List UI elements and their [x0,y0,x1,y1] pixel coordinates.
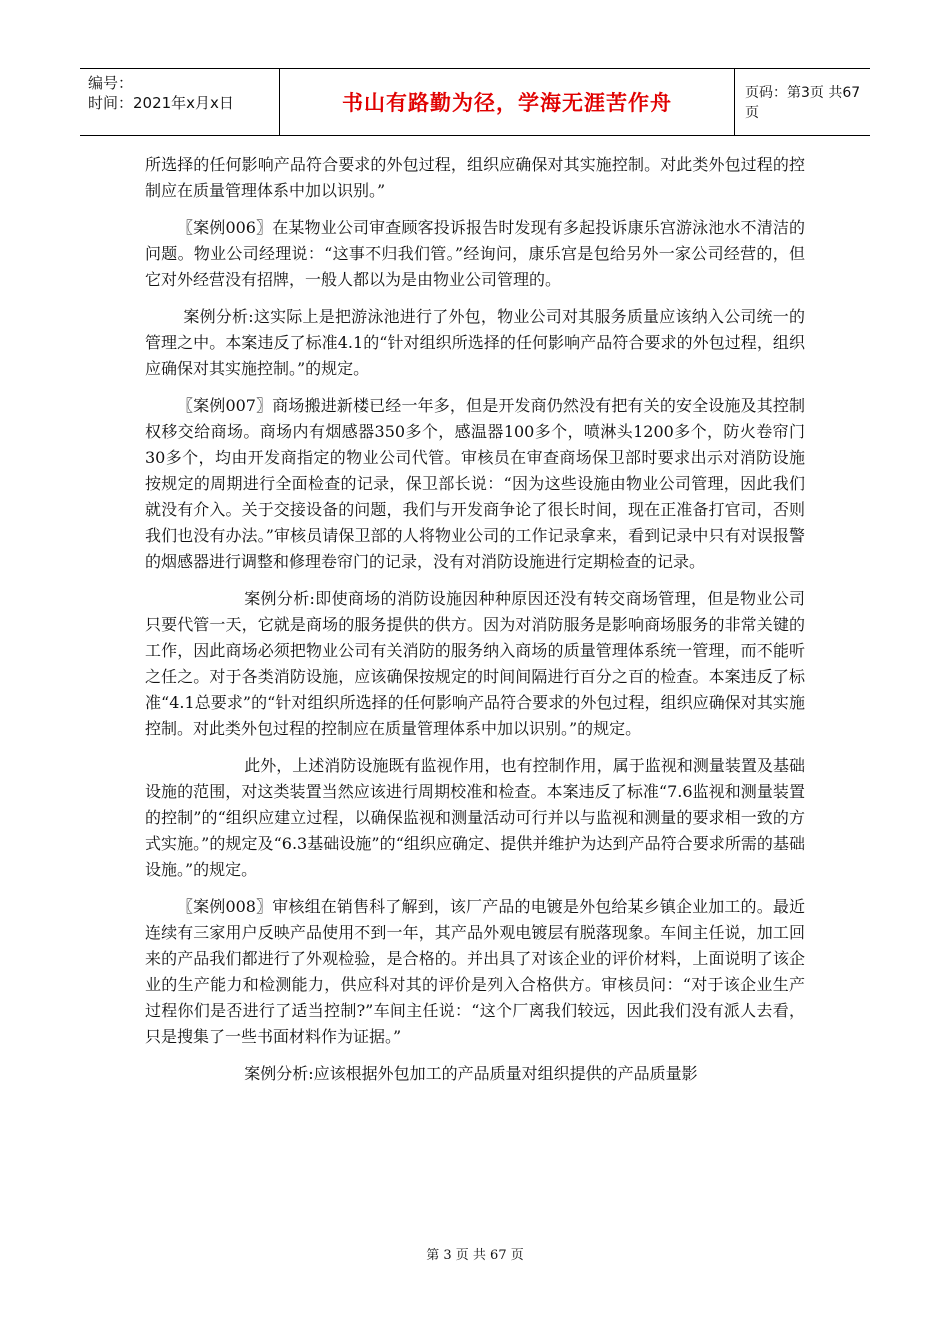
page-number-label: 页码：第3页 共67页 [745,85,861,121]
header-motto-cell [280,69,735,135]
motto-text: 书山有路勤为径，学海无涯苦作舟 [342,91,672,115]
paragraph: 此外，上述消防设施既有监视作用，也有控制作用，属于监视和测量装置及基础设施的范围，对这类装置当然应该进行周期校准和检查。本案违反了标准“7.6监视和测量装置的控制”的“组织应建立过程，以确保监视和测量活动可行并以与监视和测量的要求相一致的方式实施。”的规定及“6.3基础设施”的“组织应确定、提供并维护为达到产品符合要求所需的基础设施。”的规定。 [145,756,805,879]
paragraph: 〖案例008〗审核组在销售科了解到，该厂产品的电镀是外包给某乡镇企业加工的。最近连续有三家用户反映产品使用不到一年，其产品外观电镀层有脱落现象。车间主任说，加工回来的产品我们都进行了外观检验，是合格的。并出具了对该企业的评价材料，上面说明了该企业的生产能力和检测能力，供应科对其的评价是列入合格供方。审核员问：“对于该企业生产过程你们是否进行了适当控制?”车间主任说：“这个厂离我们较远，因此我们没有派人去看，只是搜集了一些书面材料作为证据。” [145,897,805,1046]
document-body [145,152,805,1098]
paragraph: 案例分析:这实际上是把游泳池进行了外包，物业公司对其服务质量应该纳入公司统一的管理之中。本案违反了标准4.1的“针对组织所选择的任何影响产品符合要求的外包过程，组织应确保对其实施控制。”的规定。 [145,307,805,378]
header-page-cell [735,69,870,135]
header-meta [80,69,280,135]
page-header [80,68,870,136]
code-label: 编号： [88,74,134,92]
paragraph: 所选择的任何影响产品符合要求的外包过程，组织应确保对其实施控制。对此类外包过程的控制应在质量管理体系中加以识别。” [145,155,805,200]
paragraph: 案例分析:即使商场的消防设施因种种原因还没有转交商场管理，但是物业公司只要代管一天，它就是商场的服务提供的供方。因为对消防服务是影响商场服务的非常关键的工作，因此商场必须把物业公司有关消防的服务纳入商场的质量管理体系统一管理，而不能听之任之。对于各类消防设施，应该确保按规定的时间间隔进行百分之百的检查。本案违反了标准“4.1总要求”的“针对组织所选择的任何影响产品符合要求的外包过程，组织应确保对其实施控制。对此类外包过程的控制应在质量管理体系中加以识别。”的规定。 [145,589,805,738]
paragraph: 案例分析:应该根据外包加工的产品质量对组织提供的产品质量影 [244,1064,698,1083]
paragraph: 〖案例007〗商场搬进新楼已经一年多，但是开发商仍然没有把有关的安全设施及其控制权移交给商场。商场内有烟感器350多个，感温器100多个，喷淋头1200多个，防火卷帘门30多个，均由开发商指定的物业公司代管。审核员在审查商场保卫部时要求出示对消防设施按规定的周期进行全面检查的记录，保卫部长说：“因为这些设施由物业公司管理，因此我们就没有介入。关于交接设备的问题，我们与开发商争论了很长时间，现在正准备打官司，否则我们也没有办法。”审核员请保卫部的人将物业公司的工作记录拿来，看到记录中只有对误报警的烟感器进行调整和修理卷帘门的记录，没有对消防设施进行定期检查的记录。 [145,396,805,571]
date-label: 时间：2021年x月x日 [88,94,234,112]
page-footer [0,1244,950,1263]
paragraph: 〖案例006〗在某物业公司审查顾客投诉报告时发现有多起投诉康乐宫游泳池水不清洁的问题。物业公司经理说：“这事不归我们管。”经询问，康乐宫是包给另外一家公司经营的，但它对外经营没有招牌，一般人都以为是由物业公司管理的。 [145,218,805,289]
footer-page-number: 第 3 页 共 67 页 [426,1248,524,1263]
